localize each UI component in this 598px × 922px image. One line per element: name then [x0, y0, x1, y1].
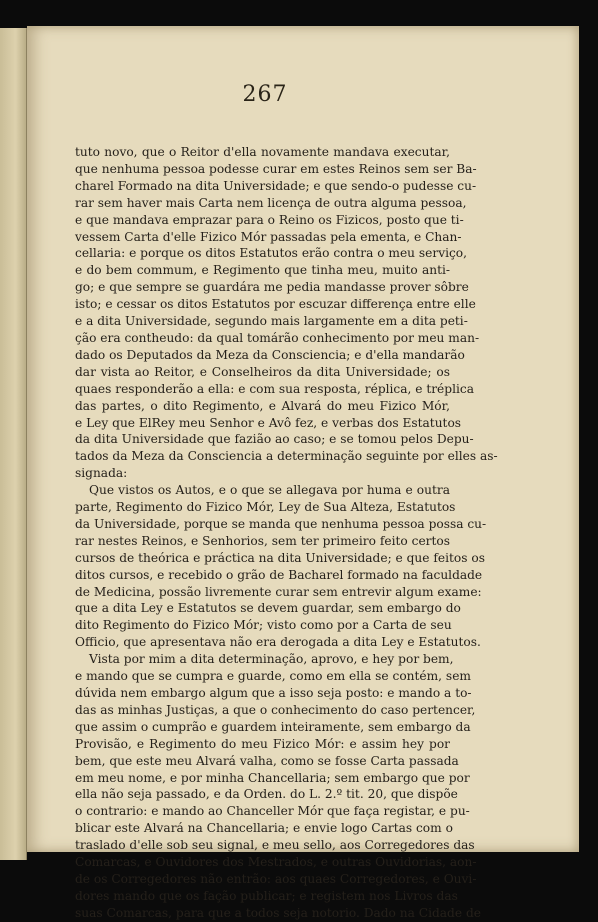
text-line: dado os Deputados da Meza da Consciencia; e d'ella mandarão — [75, 347, 465, 362]
text-line: go; e que sempre se guardára me pedia mandasse prover sôbre — [75, 280, 469, 295]
text-line: blicar este Alvará na Chancellaria; e envie logo Cartas com o — [75, 821, 453, 836]
text-line: cursos de theórica e práctica na dita Universidade; e que feitos os — [75, 550, 485, 565]
text-line: que assim o cumprão e guardem inteiramente, sem embargo da — [75, 719, 471, 734]
facing-page-edge — [0, 28, 27, 860]
text-line: vessem Carta d'elle Fizico Mór passadas pela ementa, e Chan- — [75, 229, 462, 244]
text-line: e Ley que ElRey meu Senhor e Avô fez, e verbas dos Estatutos — [75, 415, 462, 430]
text-line: dito Regimento do Fizico Mór; visto como por a Carta de seu — [75, 618, 452, 633]
text-line: traslado d'elle sob seu signal, e meu sello, aos Corregedores das — [75, 838, 475, 853]
page-body-text — [75, 144, 498, 922]
text-line: dúvida nem embargo algum que a isso seja posto: e mando a to- — [75, 686, 472, 700]
text-line: das partes, o dito Regimento, e Alvará do meu Fizico Mór, — [75, 398, 450, 413]
text-line: ella não seja passado, e da Orden. do L. 2.º tit. 20, que dispõe — [75, 787, 458, 802]
text-line: cellaria: e porque os ditos Estatutos erão contra o meu serviço, — [75, 246, 468, 261]
text-line: rar nestes Reinos, e Senhorios, sem ter primeiro feito certos — [75, 533, 450, 548]
paragraph-determination — [75, 482, 487, 651]
text-line: signada: — [75, 466, 128, 481]
text-line: e do bem commum, e Regimento que tinha meu, muito anti- — [75, 263, 450, 278]
paragraph-royal-order — [75, 651, 481, 922]
text-line: rar sem haver mais Carta nem licença de outra alguma pessoa, — [75, 195, 467, 210]
text-line: que nenhuma pessoa podesse curar em estes Reinos sem ser Ba- — [75, 161, 477, 176]
text-line: isto; e cessar os ditos Estatutos por escuzar differença entre elle — [75, 297, 476, 312]
text-line: tados da Meza da Consciencia a determinação seguinte por elles as- — [75, 449, 498, 464]
text-line: Comarcas, e Ouvidores dos Mestrados, e outras Ouvidorias, aon- — [75, 855, 477, 870]
text-line: e mando que se cumpra e guarde, como em ella se contém, sem — [75, 669, 471, 684]
text-line: Officio, que apresentava não era derogada a dita Ley e Estatutos. — [75, 635, 481, 650]
text-line: que a dita Ley e Estatutos se devem guardar, sem embargo do — [75, 601, 461, 616]
text-line: dar vista ao Reitor, e Conselheiros da dita Universidade; os — [75, 364, 450, 379]
text-line: ditos cursos, e recebido o grão de Bacharel formado na faculdade — [75, 567, 483, 582]
text-line: da Universidade, porque se manda que nenhuma pessoa possa cu- — [75, 516, 487, 531]
text-line: suas Comarcas, para que a todos seja notorio. Dado na Cidade de — [75, 905, 481, 920]
text-line: bem, que este meu Alvará valha, como se fosse Carta passada — [75, 753, 459, 768]
text-line: dores mando que os fação publicar; e registem nos Livros das — [75, 888, 458, 903]
text-line: Vista por mim a dita determinação, aprovo, e hey por bem, — [89, 652, 454, 667]
text-line: da dita Universidade que fazião ao caso; e se tomou pelos Depu- — [75, 432, 474, 447]
text-line: e a dita Universidade, segundo mais largamente em a dita peti- — [75, 314, 468, 329]
text-line: Provisão, e Regimento do meu Fizico Mór: e assim hey por — [75, 736, 450, 751]
page-number: 267 — [242, 82, 288, 107]
text-line: o contrario: e mando ao Chanceller Mór que faça registar, e pu- — [75, 804, 470, 819]
text-line: parte, Regimento do Fizico Mór, Ley de Sua Alteza, Estatutos — [75, 500, 456, 515]
text-line: charel Formado na dita Universidade; e que sendo-o pudesse cu- — [75, 178, 477, 193]
text-line: de Medicina, possão livremente curar sem entrevir algum exame: — [75, 584, 482, 599]
text-line: tuto novo, que o Reitor d'ella novamente mandava executar, — [75, 145, 450, 159]
text-line: ção era contheudo: da qual tomárão conhecimento por meu man- — [75, 330, 480, 345]
text-line: quaes responderão a ella: e com sua resposta, réplica, e tréplica — [75, 381, 474, 396]
text-line: de os Corregedores não entrão: aos quaes Corregedores, e Ouvi- — [75, 871, 477, 886]
text-line: Que vistos os Autos, e o que se allegava por huma e outra — [89, 483, 450, 498]
text-line: em meu nome, e por minha Chancellaria; sem embargo que por — [75, 770, 470, 785]
text-line: e que mandava emprazar para o Reino os Fizicos, posto que ti- — [75, 212, 464, 227]
paragraph-petition — [75, 144, 498, 482]
text-line: das as minhas Justiças, a que o conhecimento do caso pertencer, — [75, 702, 476, 717]
